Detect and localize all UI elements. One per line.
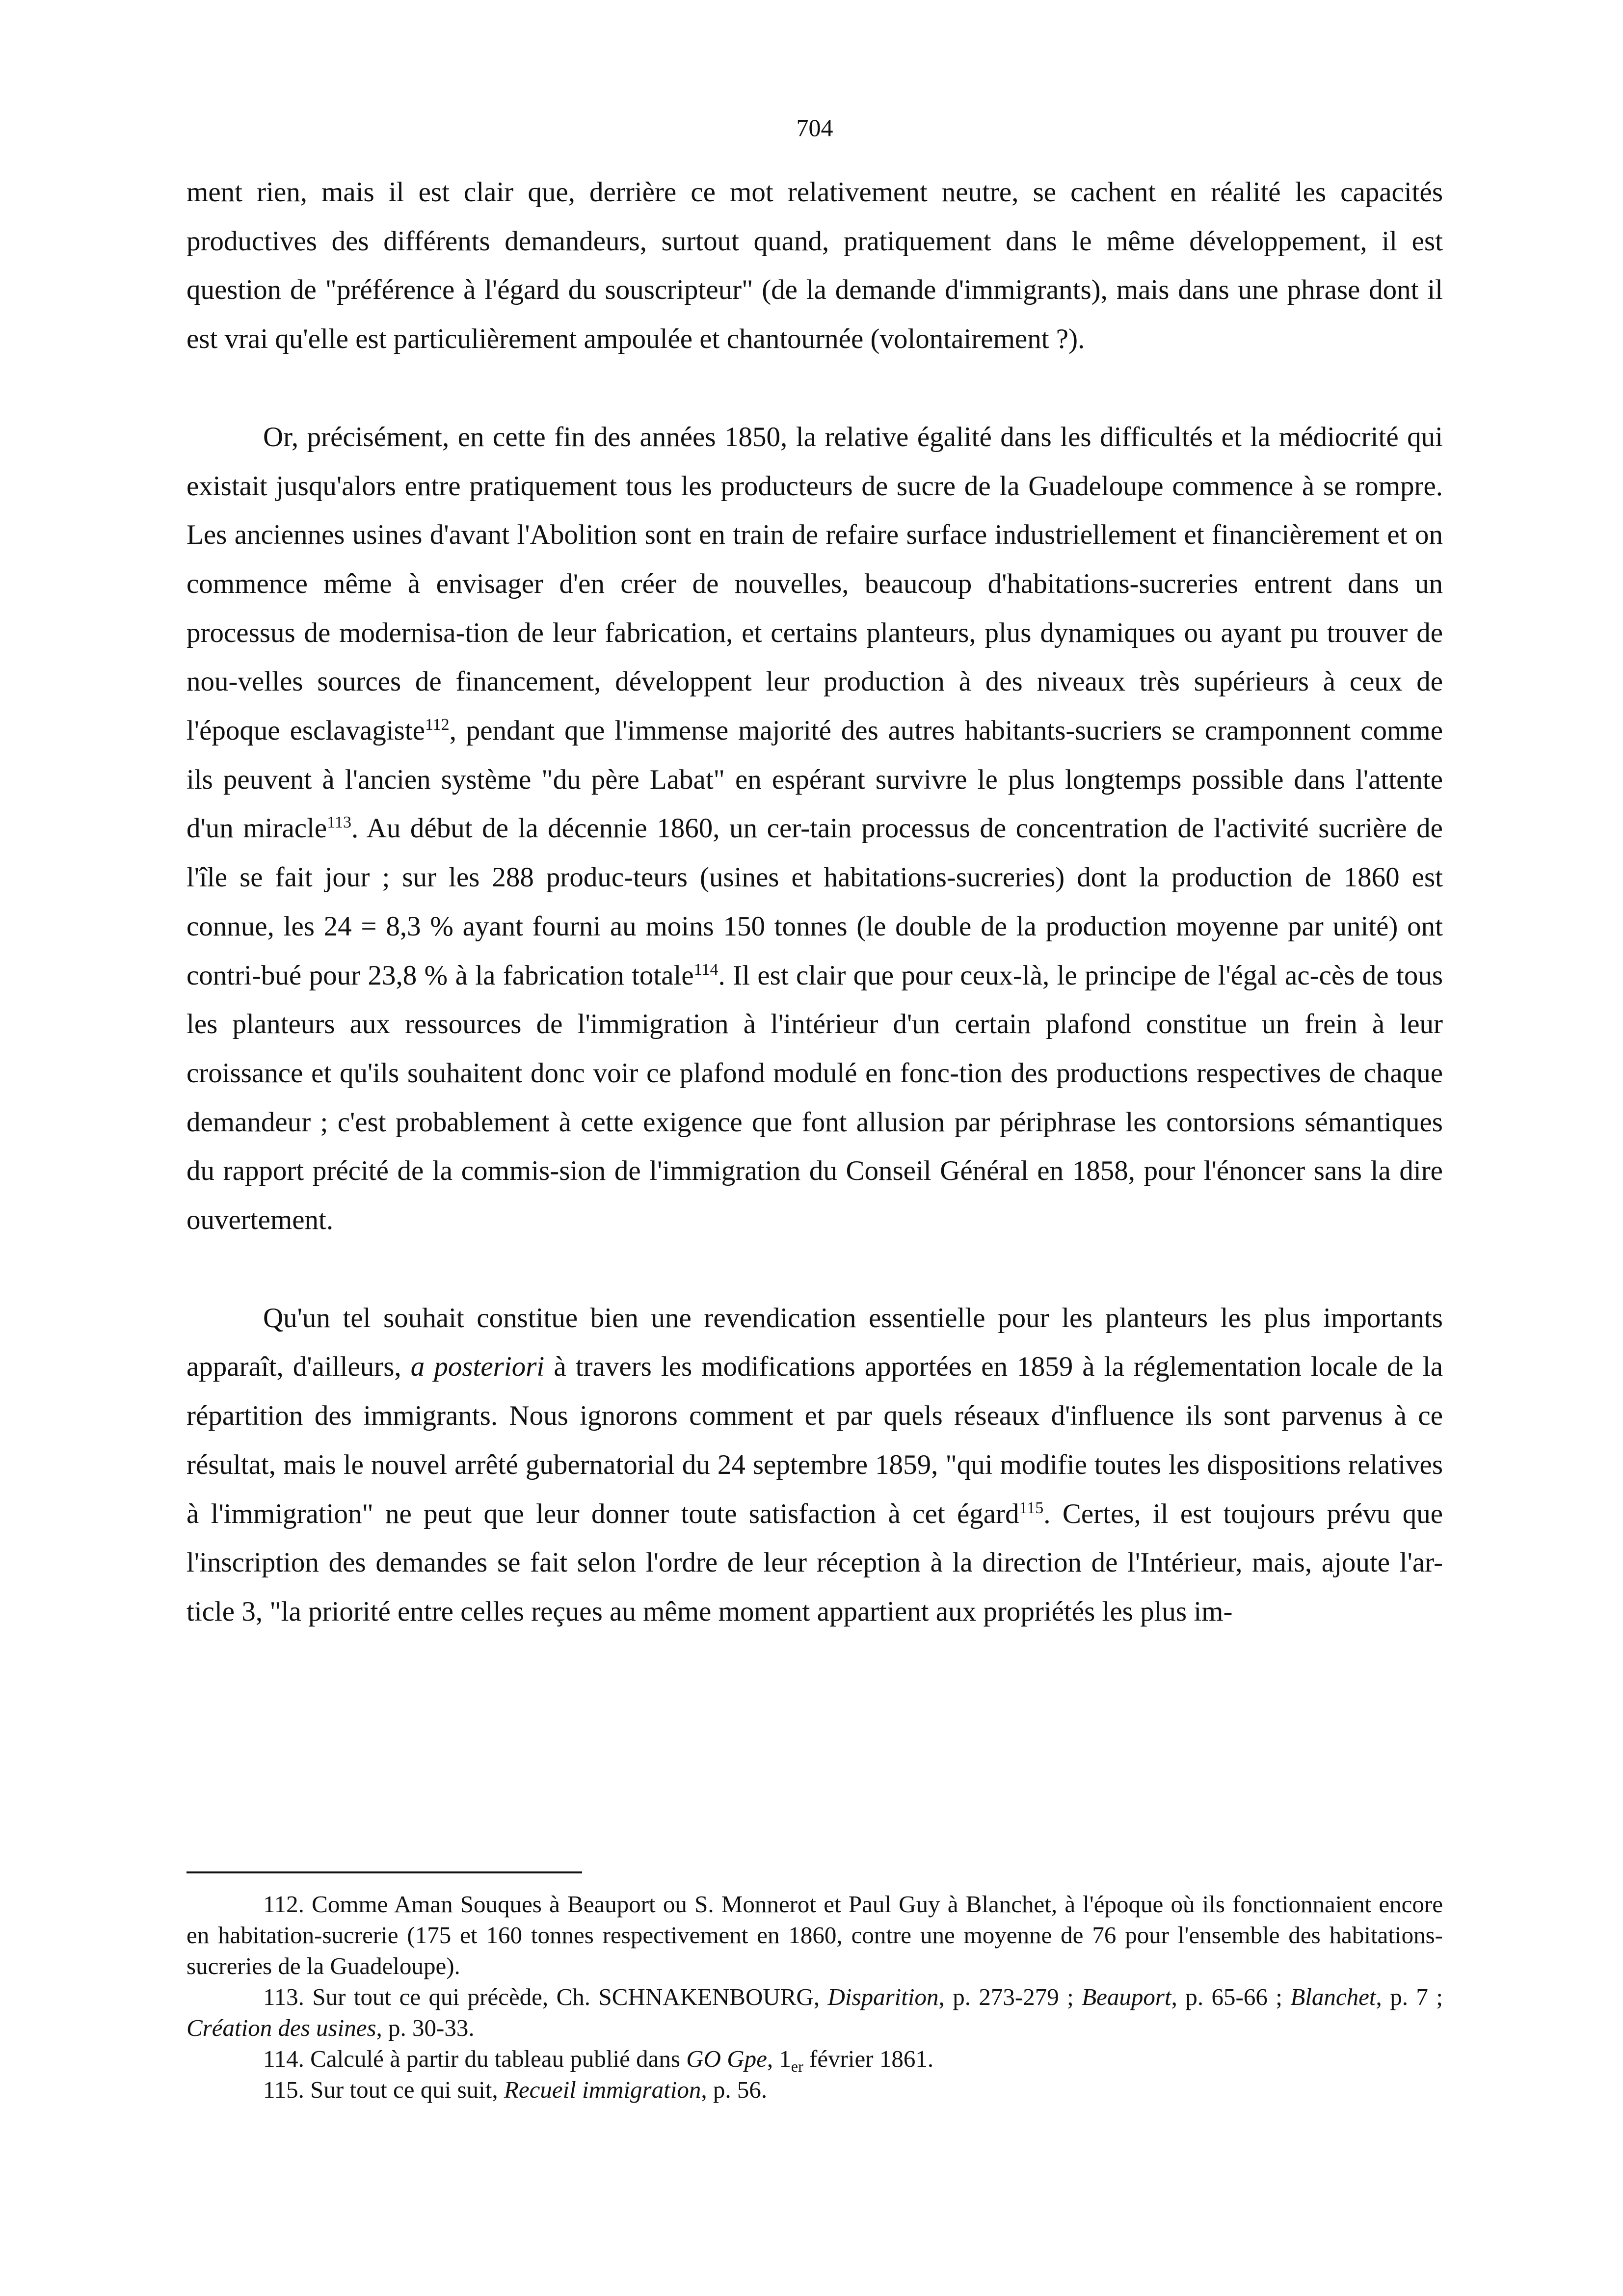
text-run: ment rien, mais il est clair que, derrière ce mot relativement neutre, se cachent en réalité les capacités productives des différents demandeurs, surtout quand, pratiquement dans le même développement, il est question de "préférence à l'égard du souscripteur" (de la demande d'immigrants), mais dans une phrase dont il est vrai qu'elle est particulièrement ampoulée et chantournée (volontairement ?). xyxy=(186,177,1443,355)
italic-run: Disparition xyxy=(827,1983,939,2010)
footnotes xyxy=(186,1889,1443,2105)
text-run: . Certes, il est toujours prévu que l'inscription des demandes se fait selon l'ordre de leur réception à la direction de l'Intérieur, mais, ajoute l'ar-ticle 3, "la priorité entre celles reçues au même moment appartient aux propriétés les plus im- xyxy=(186,1498,1443,1627)
text-run: Or, précisément, en cette fin des années 1850, la relative égalité dans les difficultés et la médiocrité qui existait jusqu'alors entre pratiquement tous les producteurs de sucre de la Guadeloupe commence à se rompre. Les anciennes usines d'avant l'Abolition sont en train de refaire surface industriellement et financièrement et on commence même à envisager d'en créer de nouvelles, beaucoup d'habitations-sucreries entrent dans un processus de modernisa-tion de leur fabrication, et certains planteurs, plus dynamiques ou ayant pu trouver de nou-velles sources de financement, développent leur production à des niveaux très supérieurs à ceux de l'époque esclavagiste xyxy=(186,421,1443,747)
text-run: 113. Sur tout ce qui précède, Ch. SCHNAKENBOURG, xyxy=(263,1983,828,2010)
text-run: à travers les modifications apportées en 1859 à la réglementation locale de la répartition des immigrants. Nous ignorons comment et par quels réseaux d'influence ils sont parvenus à ce résultat, mais le nouvel arrêté gubernatorial du 24 septembre 1859, "qui modifie toutes les dispositions relatives à l'immigration" ne peut que leur donner toute satisfaction à cet égard xyxy=(186,1351,1443,1529)
paragraph-3 xyxy=(186,1294,1443,1636)
paragraph-2 xyxy=(186,413,1443,1245)
footnote-reference: 115 xyxy=(1019,1498,1044,1517)
text-run: 114. Calculé à partir du tableau publié dans xyxy=(263,2045,687,2072)
italic-run: Création des usines xyxy=(186,2014,376,2041)
subscript-run: er xyxy=(791,2057,803,2075)
footnote-113 xyxy=(186,1981,1443,2043)
paragraph-gap xyxy=(186,364,1443,413)
text-run: , p. 273-279 ; xyxy=(938,1983,1082,2010)
footnote-reference: 113 xyxy=(327,813,351,832)
footnote-115 xyxy=(186,2074,1443,2105)
text-run: Qu'un tel souhait constitue bien une revendication essentielle pour les planteurs les plus importants apparaît, d'ailleurs, xyxy=(186,1302,1443,1383)
document-page xyxy=(186,113,1443,2103)
text-run: , p. 56. xyxy=(701,2076,768,2103)
text-run: , 1 xyxy=(767,2045,791,2072)
text-run: . Au début de la décennie 1860, un cer-tain processus de concentration de l'activité sucrière de l'île se fait jour ; sur les 288 produc-teurs (usines et habitations-sucreries) dont la production de 1860 est connue, les 24 = 8,3 % ayant fourni au moins 150 tonnes (le double de la production moyenne par unité) ont contri-bué pour 23,8 % à la fabrication totale xyxy=(186,813,1443,991)
italic-run: Blanchet xyxy=(1290,1983,1376,2010)
paragraph-1 xyxy=(186,168,1443,364)
text-run: février 1861. xyxy=(803,2045,934,2072)
footnote-112 xyxy=(186,1889,1443,1981)
footnote-reference: 112 xyxy=(425,716,450,734)
page-number: 704 xyxy=(796,114,833,141)
body-text xyxy=(186,168,1443,1636)
text-run: , pendant que l'immense majorité des autres habitants-sucriers se cramponnent comme ils peuvent à l'ancien système "du père Labat" en espérant survivre le plus longtemps possible dans l'attente d'un miracle xyxy=(186,715,1443,844)
text-run: , p. 7 ; xyxy=(1376,1983,1443,2010)
paragraph-gap xyxy=(186,1245,1443,1294)
italic-run: Recueil immigration xyxy=(504,2076,701,2103)
italic-run: GO Gpe xyxy=(686,2045,767,2072)
text-run: 115. Sur tout ce qui suit, xyxy=(263,2076,504,2103)
footnote-114 xyxy=(186,2043,1443,2074)
footnote-separator xyxy=(186,1871,582,1873)
italic-run: a posteriori xyxy=(410,1351,545,1383)
footnote-reference: 114 xyxy=(693,960,718,979)
text-run: , p. 30-33. xyxy=(376,2014,475,2041)
text-run: 112. Comme Aman Souques à Beauport ou S. Monnerot et Paul Guy à Blanchet, à l'époque où ils fonctionnaient encore en habitation-sucrerie (175 et 160 tonnes respectivement en 1860, contre une moyenne de 76 pour l'ensemble des habitations-sucreries de la Guadeloupe). xyxy=(186,1891,1443,1979)
italic-run: Beauport xyxy=(1082,1983,1171,2010)
text-run: . Il est clair que pour ceux-là, le principe de l'égal ac-cès de tous les planteurs aux ressources de l'immigration à l'intérieur d'un certain plafond constitue un frein à leur croissance et qu'ils souhaitent donc voir ce plafond modulé en fonc-tion des productions respectives de chaque demandeur ; c'est probablement à cette exigence que font allusion par périphrase les contorsions sémantiques du rapport précité de la commis-sion de l'immigration du Conseil Général en 1858, pour l'énoncer sans la dire ouvertement. xyxy=(186,960,1443,1236)
text-run: , p. 65-66 ; xyxy=(1171,1983,1291,2010)
